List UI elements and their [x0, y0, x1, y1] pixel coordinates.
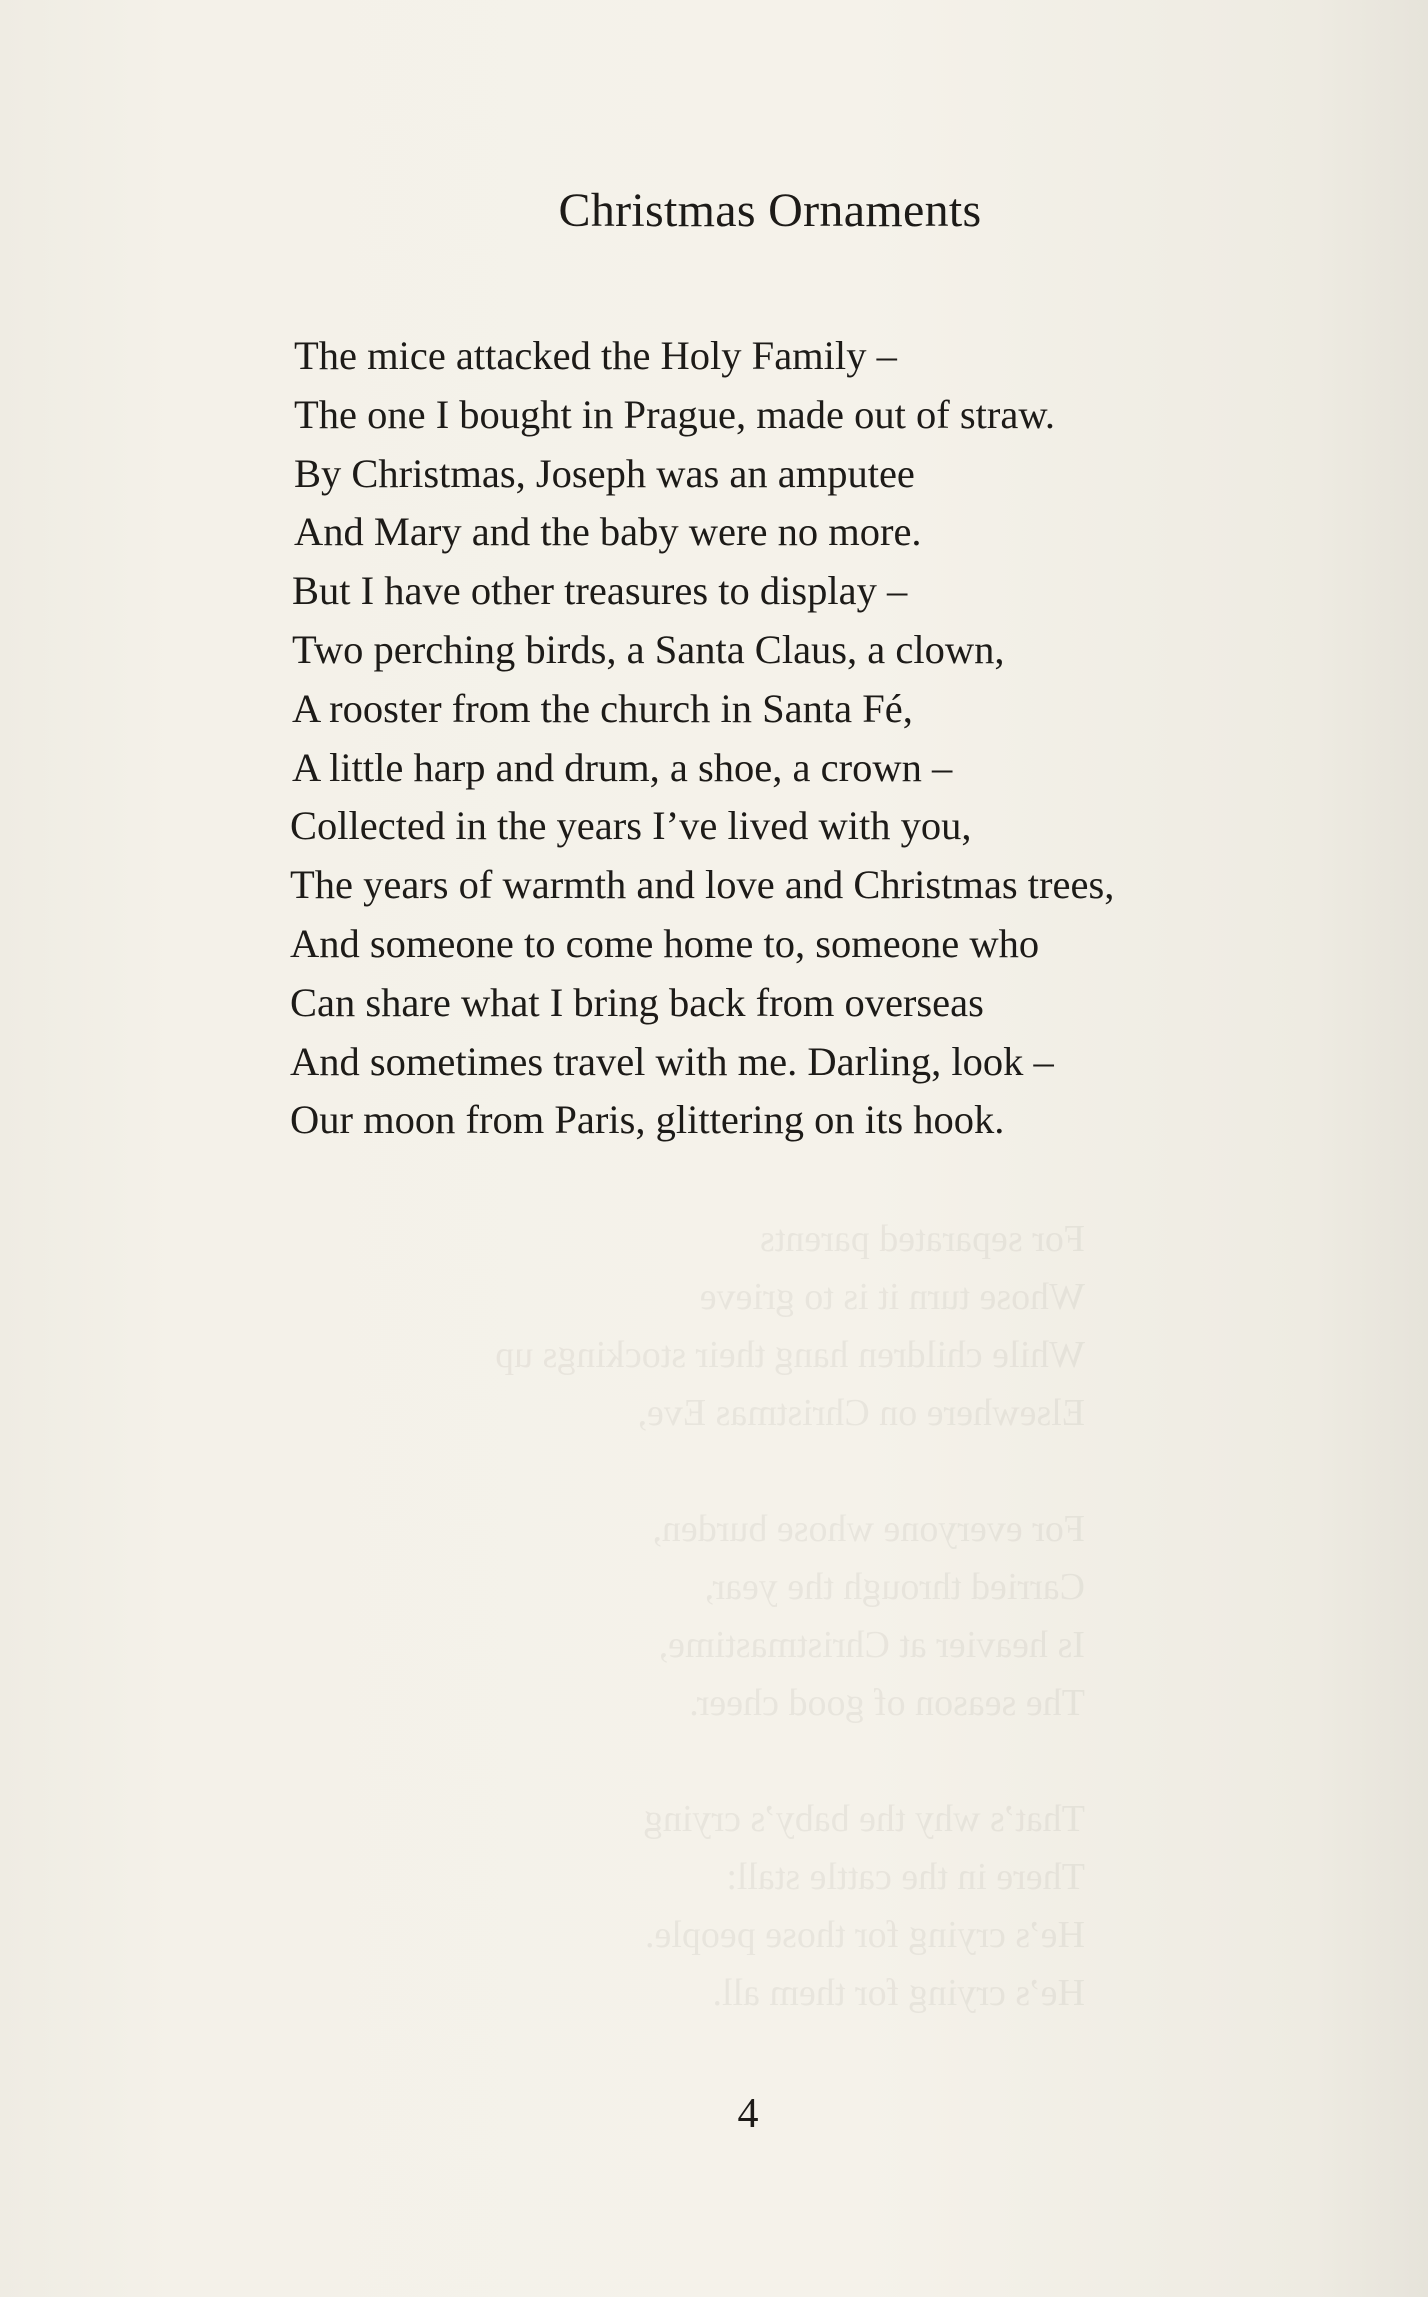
poem-line: The one I bought in Prague, made out of straw.: [294, 391, 1056, 437]
poem-line: Can share what I bring back from overseas: [290, 979, 984, 1025]
poem-line: Collected in the years I’ve lived with you,: [290, 803, 972, 849]
poem-line: Two perching birds, a Santa Claus, a clown,: [292, 626, 1005, 672]
show-through-text: For separated parents Whose turn it is to grieve While children hang their stockings up Elsewhere on Christmas Eve, For everyone whose burden, Carried through the year, Is heavier at Christmastime, The season of good cheer. That’s why the baby’s crying There in the cattle stall: He’s crying for those people. He’s crying for them all.: [495, 1218, 1085, 2014]
poem-line: And Mary and the baby were no more.: [294, 509, 922, 555]
poem-line: And sometimes travel with me. Darling, look –: [290, 1038, 1054, 1084]
poem-line: A rooster from the church in Santa Fé,: [292, 685, 913, 731]
poem-line: The mice attacked the Holy Family –: [294, 333, 897, 378]
page-number: 4: [737, 2091, 759, 2137]
poem-line: The years of warmth and love and Christmas trees,: [290, 862, 1115, 908]
poem-line: And someone to come home to, someone who: [290, 920, 1040, 966]
poem-line: A little harp and drum, a shoe, a crown –: [292, 744, 953, 790]
poem-body: [290, 327, 1115, 1150]
poem-line: Our moon from Paris, glittering on its hook.: [290, 1097, 1005, 1143]
poem-line: By Christmas, Joseph was an amputee: [294, 450, 915, 496]
poem-line: But I have other treasures to display –: [292, 568, 908, 614]
poem-title: Christmas Ornaments: [558, 184, 982, 237]
